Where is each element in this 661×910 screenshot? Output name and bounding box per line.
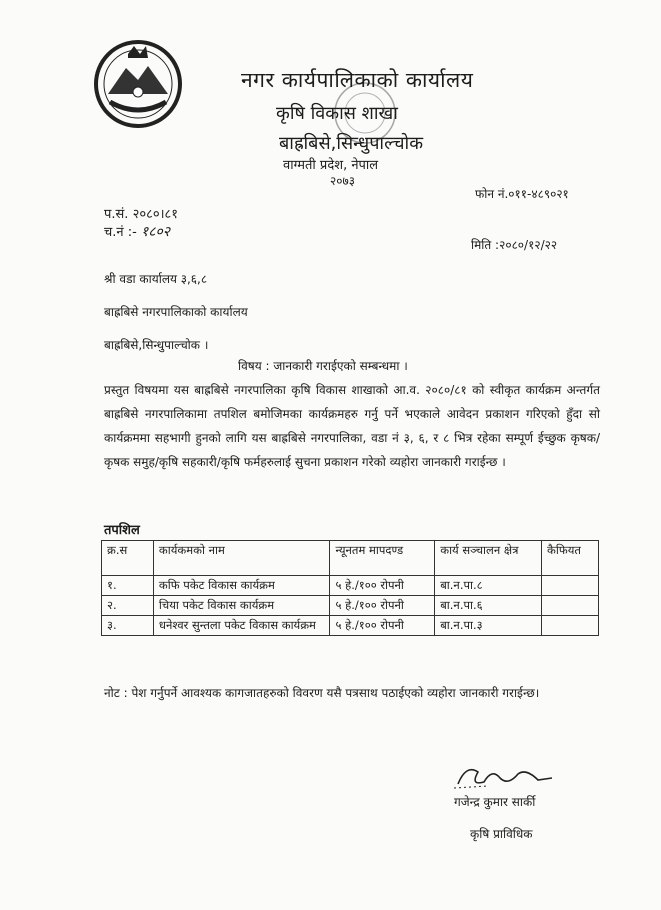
cell-program-name: धनेश्वर सुन्तला पकेट विकास कार्यक्रम [153, 616, 330, 636]
table-row [102, 596, 599, 616]
dispatch-label: च.नं :- [104, 225, 137, 240]
nepal-emblem-logo [88, 32, 188, 132]
letter-date: मिति :२०८०/१२/२२ [471, 238, 558, 252]
cell-remarks [542, 616, 599, 636]
cell-remarks [542, 596, 599, 616]
letter-note: नोट : पेश गर्नुपर्ने आवश्यक कागजातहरुको विवरण यसै पत्रसाथ पठाईएको व्यहोरा जानकारी गराईन्छ। [104, 686, 540, 700]
cell-area: बा.न.पा.६ [435, 596, 542, 616]
signer-designation: कृषि प्राविधिक [470, 827, 533, 841]
province: वाग्मती प्रदेश, नेपाल [283, 158, 379, 173]
cell-criteria: ५ हे./१०० रोपनी [330, 596, 435, 616]
letter-subject: विषय : जानकारी गराईएको सम्बन्धमा । [238, 359, 408, 373]
table-row [102, 616, 599, 636]
letter-ps-number: प.सं. २०८०।८१ [104, 207, 179, 222]
cell-serial: ३. [102, 616, 154, 636]
header-operation-area: कार्य सञ्चालन क्षेत्र [435, 541, 542, 576]
cell-serial: १. [102, 576, 154, 596]
cell-area: बा.न.पा.३ [435, 616, 542, 636]
cell-criteria: ५ हे./१०० रोपनी [330, 616, 435, 636]
program-table [101, 540, 599, 636]
office-location: बाह्रबिसे,सिन्धुपाल्चोक [279, 133, 424, 154]
cell-criteria: ५ हे./१०० रोपनी [330, 576, 435, 596]
table-title: तपशिल [104, 523, 140, 538]
handwritten-signature [448, 758, 558, 794]
cell-serial: २. [102, 596, 154, 616]
cell-area: बा.न.पा.८ [435, 576, 542, 596]
phone-number: फोन नं.०११-४८९०२१ [475, 187, 569, 201]
header-program-name: कार्यकमको नाम [153, 541, 330, 576]
cell-program-name: चिया पकेट विकास कार्यक्रम [153, 596, 330, 616]
header-remarks: कैफियत [542, 541, 599, 576]
dispatch-value: १८०२ [140, 224, 171, 240]
letter-body: प्रस्तुत विषयमा यस बाह्रबिसे नगरपालिका कृषि विकास शाखाको आ.व. २०८०/८१ को स्वीकृत कार्यक्रम अन्तर्गत बाह्रबिसे नगरपालिकामा तपशिल बमोजिमका कार्यक्रमहरु गर्नु पर्ने भएकाले आवेदन प्रकाशन गरिएको हुँदा सो कार्यक्रममा सहभागी हुनको लागि यस बाह्रबिसे नगरपालिका, वडा नं ३, ६, र ८ भित्र रहेका सम्पूर्ण ईच्छुक कृषक/कृषक समुह/कृषि सहकारी/कृषि फर्महरुलाई सुचना प्रकाशन गरेको व्यहोरा जानकारी गराईन्छ । [104, 383, 600, 469]
dispatch-number [104, 222, 170, 241]
recipient-line-3: बाह्रबिसे,सिन्धुपाल्चोक । [104, 338, 209, 352]
header-minimum-criteria: न्यूनतम मापदण्ड [330, 541, 435, 576]
signer-name: गजेन्द्र कुमार सार्की [454, 795, 536, 809]
cell-remarks [542, 576, 599, 596]
section-name: कृषि विकास शाखा [276, 103, 398, 124]
recipient-line-1: श्री वडा कार्यालय ३,६,८ [104, 272, 208, 286]
established-year: २०७३ [330, 174, 355, 188]
table-row [102, 576, 599, 596]
recipient-line-2: बाह्रबिसे नगरपालिकाको कार्यालय [104, 305, 248, 319]
office-name: नगर कार्यपालिकाको कार्यालय [241, 68, 474, 92]
table-header-row [102, 541, 599, 576]
header-serial: क्र.स [102, 541, 154, 576]
cell-program-name: कफि पकेट विकास कार्यक्रम [153, 576, 330, 596]
